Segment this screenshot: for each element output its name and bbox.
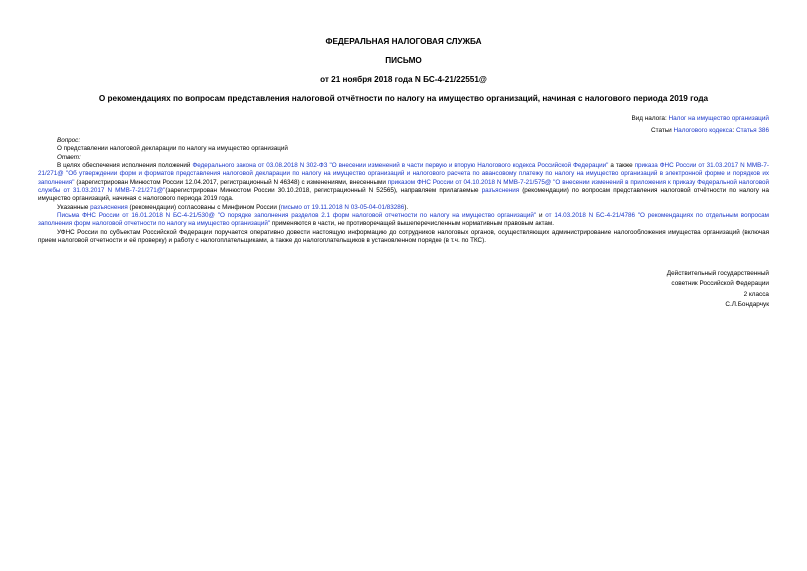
document-type: ПИСЬМО: [385, 56, 422, 65]
question-label: Вопрос:: [57, 137, 81, 144]
article-386-link[interactable]: Статья 386: [735, 127, 769, 134]
paragraph-text: В целях обеспечения исполнения положений: [57, 162, 193, 170]
document-subject: О рекомендациях по вопросам представления налоговой отчётности по налогу на имущество организаций, начиная с налогового периода 2019 года: [98, 94, 709, 103]
signature-block: [667, 269, 769, 310]
tax-type-label: Вид налога:: [631, 115, 669, 122]
paragraph-text: Указанные: [57, 203, 91, 211]
letter-body: [38, 137, 769, 245]
signatory-name: С.Л.Бондарчук: [725, 300, 769, 308]
letter-530-link[interactable]: Письма ФНС России от 16.01.2018 N БС-4-21/530@ "О порядке заполнения разделов 2.1 форм налоговой отчетности по налогу на имущество организаций": [57, 212, 537, 220]
clarifications-link-2[interactable]: разъяснения: [90, 203, 128, 211]
minfin-letter-link[interactable]: письмо от 19.11.2018 N 03-05-04-01/83286: [280, 203, 405, 211]
answer-label: Ответ:: [57, 153, 81, 161]
paragraph-text: а также: [608, 162, 635, 170]
articles-label: Статьи: [651, 127, 674, 134]
tax-code-link[interactable]: Налогового кодекса: [673, 127, 733, 134]
paragraph-text: (рекомендации) по вопросам представления налоговой отчётности по налогу на имущество организаций, начиная с налогового периода 2019 года.: [38, 187, 769, 203]
order-575-link[interactable]: приказом ФНС России от 04.10.2018 N ММВ-7-21/575@ "О внесении изменений в приложения к приказу Федеральной налоговой службы от 31.03.2017 N ММВ-7-21/271@": [38, 178, 769, 195]
question-text: О представлении налоговой декларации по налогу на имущество организаций: [57, 145, 288, 153]
paragraph-text: (рекомендации) согласованы с Минфином России (: [127, 203, 281, 211]
tax-type-line: [631, 115, 769, 122]
paragraph-text: (зарегистрирован Минюстом России 30.10.2018, регистрационный N 52565), направляем прилагаемые: [165, 187, 482, 195]
answer-paragraph-1: [38, 162, 769, 204]
paragraph-text: и: [536, 212, 546, 220]
clarifications-link[interactable]: разъяснения: [481, 187, 520, 195]
tax-code-articles-line: [651, 127, 769, 134]
signature-position-line-1: Действительный государственный: [666, 270, 769, 277]
answer-paragraph-4: УФНС России по субъектам Российской Федерации поручается оперативно довести настоящую информацию до сотрудников налоговых органов, осуществляющих администрирование налогообложения имущества организаций (включая прием налоговой отчетности и её проверку) и работу с налогоплательщиками, а также до налогоплательщиков в установленном порядке (в т.ч. по ТКС).: [38, 228, 769, 245]
paragraph-text: ).: [404, 203, 409, 211]
articles-separator: :: [732, 127, 736, 134]
agency-name: ФЕДЕРАЛЬНАЯ НАЛОГОВАЯ СЛУЖБА: [325, 37, 482, 46]
letter-4786-link[interactable]: от 14.03.2018 N БС-4-21/4786 "О рекомендациях по отдельным вопросам заполнения форм налоговой отчетности по налогу на имущество организаций": [38, 212, 769, 228]
tax-type-link[interactable]: Налог на имущество организаций: [668, 115, 769, 122]
answer-paragraph-3: [38, 212, 769, 229]
federal-law-302-link[interactable]: Федерального закона от 03.08.2018 N 302-ФЗ "О внесении изменений в части первую и вторую Налогового кодекса Российской Федерации": [192, 162, 609, 170]
signature-position-line-3: 2 класса: [743, 290, 769, 298]
document-date-number: от 21 ноября 2018 года N БС-4-21/22551@: [320, 75, 487, 84]
order-271-link[interactable]: приказа ФНС России от 31.03.2017 N ММВ-7-21/271@ "Об утверждении форм и форматов представления налоговой декларации по налогу на имущество организаций и налогового расчета по авансовому платежу по налогу на имущество организаций в электронной форме и порядков их заполнения": [38, 162, 769, 186]
signature-position-line-2: советник Российской Федерации: [671, 280, 769, 288]
answer-paragraph-2: [38, 204, 769, 212]
paragraph-text: (зарегистрирован Минюстом России 12.04.2017, регистрационный N 46348) с изменениями, внесенными: [74, 178, 388, 186]
paragraph-text: применяются в части, не противоречащей вышеперечисленным нормативным правовым актам.: [270, 220, 554, 228]
